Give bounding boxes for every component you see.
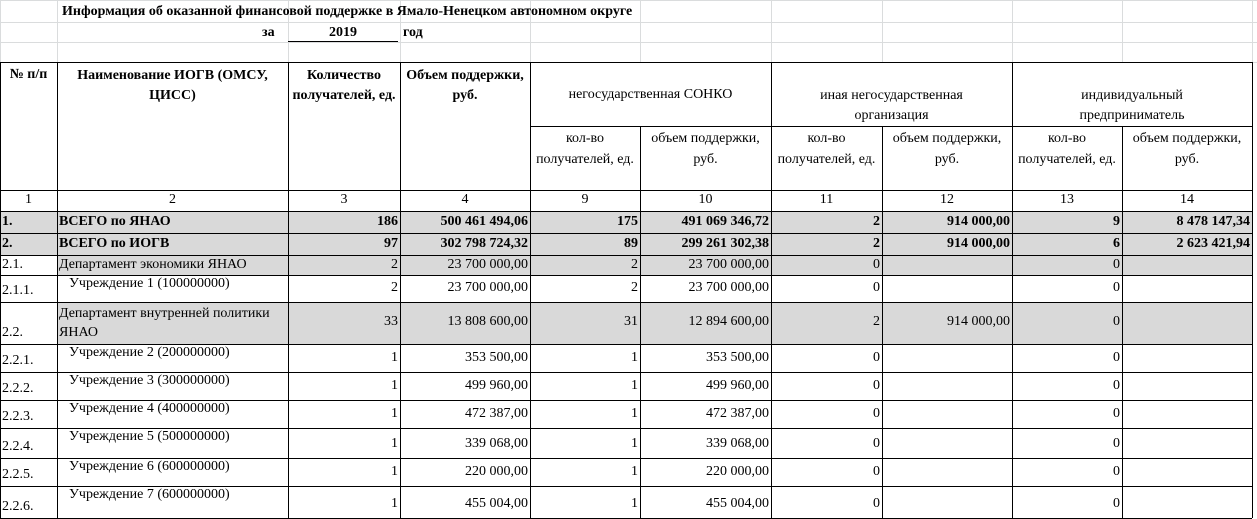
gridline — [57, 0, 58, 62]
cell-i_vol — [1122, 428, 1252, 458]
border — [0, 458, 1, 486]
cell-s_vol: 339 068,00 — [706, 436, 769, 451]
cell-o_vol: 914 000,00 — [947, 314, 1010, 329]
cell-s_cnt: 1 — [631, 496, 638, 511]
cell-s_vol: 472 387,00 — [706, 406, 769, 421]
cell-i_cnt: 0 — [1113, 350, 1120, 365]
cell-s_cnt: 31 — [624, 314, 638, 329]
cell-name: Учреждение 2 (200000000) — [69, 345, 230, 360]
cell-o_cnt: 0 — [873, 257, 880, 272]
cell-s_vol: 23 700 000,00 — [688, 280, 769, 295]
cell-name: Учреждение 1 (100000000) — [69, 276, 230, 291]
cell-i_cnt: 9 — [1113, 214, 1120, 229]
border — [57, 275, 58, 302]
cell-i_cnt: 0 — [1113, 314, 1120, 329]
border — [400, 344, 401, 372]
cell-o_vol — [882, 255, 1012, 275]
gridline — [0, 42, 1257, 43]
border — [1122, 190, 1123, 211]
cell-name: Учреждение 6 (600000000) — [69, 459, 230, 474]
border — [400, 190, 401, 211]
border — [640, 126, 641, 190]
cell-num: 2.2.4. — [2, 439, 34, 454]
cell-i_vol: 8 478 147,34 — [1176, 214, 1250, 229]
border — [640, 275, 641, 302]
border — [1122, 372, 1123, 400]
border — [400, 255, 401, 275]
cell-num: 2.2.5. — [2, 467, 34, 482]
cell-i_cnt: 0 — [1113, 464, 1120, 479]
cell-o_vol — [882, 344, 1012, 372]
border — [0, 190, 1252, 191]
border — [1012, 302, 1013, 344]
cell-count: 33 — [384, 314, 398, 329]
border — [0, 211, 1, 233]
border — [640, 255, 641, 275]
border — [400, 275, 401, 302]
border — [530, 190, 531, 211]
border — [0, 428, 1, 458]
border — [400, 233, 401, 255]
border — [530, 211, 531, 233]
cell-num: 2.2.6. — [2, 499, 34, 514]
cell-i_cnt: 0 — [1113, 280, 1120, 295]
border — [1252, 302, 1253, 344]
cell-name: Учреждение 7 (600000000) — [69, 487, 230, 502]
border — [400, 372, 401, 400]
cell-i_cnt: 6 — [1113, 236, 1120, 251]
cell-name: ВСЕГО по ИОГВ — [59, 236, 170, 251]
border — [882, 275, 883, 302]
cell-o_vol — [882, 275, 1012, 302]
cell-i_cnt: 0 — [1113, 496, 1120, 511]
border — [640, 400, 641, 428]
cell-s_vol: 299 261 302,38 — [681, 236, 769, 251]
border — [1122, 428, 1123, 458]
header-sub-volume: объем поддержки, руб. — [651, 131, 760, 167]
cell-i_cnt: 0 — [1113, 406, 1120, 421]
border — [57, 302, 58, 344]
border — [771, 428, 772, 458]
border — [400, 428, 401, 458]
cell-s_vol: 455 004,00 — [706, 496, 769, 511]
period-prefix: за — [262, 25, 275, 40]
gridline — [0, 0, 1, 62]
border — [0, 302, 1, 344]
border — [530, 302, 531, 344]
cell-num: 2.2. — [2, 325, 23, 340]
cell-volume: 500 461 494,06 — [440, 214, 528, 229]
border — [640, 372, 641, 400]
border — [530, 255, 531, 275]
column-number: 11 — [819, 192, 834, 207]
border — [882, 344, 883, 372]
border — [1122, 233, 1123, 255]
border — [288, 372, 289, 400]
border — [1122, 255, 1123, 275]
cell-o_cnt: 0 — [873, 496, 880, 511]
cell-o_cnt: 0 — [873, 406, 880, 421]
cell-s_cnt: 89 — [624, 236, 638, 251]
border — [400, 400, 401, 428]
border — [57, 233, 58, 255]
border — [640, 211, 641, 233]
border — [0, 275, 1, 302]
cell-s_vol: 220 000,00 — [706, 464, 769, 479]
border — [882, 126, 883, 190]
column-number: 2 — [169, 192, 176, 207]
cell-o_vol: 914 000,00 — [947, 236, 1010, 251]
cell-o_vol — [882, 458, 1012, 486]
header-group-sonko: негосударственная СОНКО — [568, 87, 733, 102]
border — [400, 302, 401, 344]
cell-count: 2 — [391, 257, 398, 272]
border — [57, 428, 58, 458]
border — [1012, 255, 1013, 275]
border — [288, 428, 289, 458]
border — [57, 486, 58, 518]
border — [1122, 126, 1123, 190]
cell-o_vol: 914 000,00 — [947, 214, 1010, 229]
header-col-name: Наименование ИОГВ (ОМСУ, ЦИСС) — [77, 68, 268, 103]
column-number: 9 — [581, 192, 589, 207]
cell-volume: 353 500,00 — [465, 350, 528, 365]
border — [57, 211, 58, 233]
border — [882, 190, 883, 211]
cell-num: 2.1. — [2, 257, 23, 272]
header-col-count: Количество получателей, ед. — [292, 68, 396, 103]
border — [0, 400, 1, 428]
border — [771, 372, 772, 400]
border — [400, 486, 401, 518]
border — [1012, 344, 1013, 372]
cell-o_cnt: 2 — [873, 214, 880, 229]
cell-volume: 13 808 600,00 — [447, 314, 528, 329]
border — [530, 458, 531, 486]
cell-i_vol — [1122, 275, 1252, 302]
cell-s_cnt: 2 — [631, 280, 638, 295]
border — [640, 190, 641, 211]
column-number: 13 — [1060, 192, 1074, 207]
border — [1122, 275, 1123, 302]
border — [882, 458, 883, 486]
border — [57, 458, 58, 486]
border — [771, 344, 772, 372]
cell-i_vol — [1122, 255, 1252, 275]
cell-o_cnt: 0 — [873, 436, 880, 451]
cell-i_vol — [1122, 344, 1252, 372]
cell-count: 2 — [391, 280, 398, 295]
border — [882, 486, 883, 518]
cell-volume: 220 000,00 — [465, 464, 528, 479]
border — [1252, 344, 1253, 372]
border — [0, 344, 1, 372]
cell-i_vol: 2 623 421,94 — [1176, 236, 1250, 251]
border — [530, 233, 531, 255]
report-year: 2019 — [329, 25, 357, 40]
border — [1012, 211, 1013, 233]
border — [1012, 400, 1013, 428]
gridline — [1012, 0, 1013, 62]
cell-s_vol: 12 894 600,00 — [688, 314, 769, 329]
cell-name: Учреждение 3 (300000000) — [69, 373, 230, 388]
border — [288, 62, 289, 190]
border — [771, 302, 772, 344]
border — [882, 233, 883, 255]
border — [1252, 211, 1253, 233]
border — [0, 255, 1, 275]
cell-s_vol: 491 069 346,72 — [681, 214, 769, 229]
cell-i_vol — [1122, 400, 1252, 428]
cell-i_vol — [1122, 486, 1252, 518]
border — [288, 255, 289, 275]
border — [771, 190, 772, 211]
border — [1252, 458, 1253, 486]
cell-o_cnt: 0 — [873, 280, 880, 295]
column-number: 10 — [698, 192, 713, 207]
border — [1012, 190, 1013, 211]
border — [640, 458, 641, 486]
header-sub-volume: объем поддержки, руб. — [892, 131, 1002, 167]
cell-s_vol: 23 700 000,00 — [688, 257, 769, 272]
cell-i_vol — [1122, 458, 1252, 486]
cell-o_vol — [882, 428, 1012, 458]
border — [1122, 211, 1123, 233]
border — [640, 233, 641, 255]
cell-name: Департамент внутренней политики ЯНАО — [59, 306, 270, 340]
border — [771, 275, 772, 302]
header-sub-volume: объем поддержки, руб. — [1132, 131, 1242, 167]
border — [1122, 400, 1123, 428]
border — [288, 233, 289, 255]
border — [57, 62, 58, 190]
border — [288, 302, 289, 344]
border — [1252, 190, 1253, 211]
cell-count: 186 — [377, 214, 398, 229]
header-col-num: № п/п — [9, 67, 48, 82]
cell-count: 1 — [391, 350, 398, 365]
gridline — [0, 0, 1257, 1]
border — [288, 458, 289, 486]
border — [1012, 428, 1013, 458]
border — [530, 275, 531, 302]
cell-i_vol — [1122, 302, 1252, 344]
header-sub-count: кол-во получателей, ед. — [536, 131, 634, 167]
cell-o_vol — [882, 486, 1012, 518]
cell-o_cnt: 2 — [873, 236, 880, 251]
border — [1252, 255, 1253, 275]
cell-s_vol: 499 960,00 — [706, 378, 769, 393]
border — [57, 372, 58, 400]
cell-name: ВСЕГО по ЯНАО — [59, 214, 171, 229]
border — [0, 233, 1, 255]
border — [530, 344, 531, 372]
header-col-volume: Объем поддержки, руб. — [406, 68, 524, 103]
header-sub-count: кол-во получателей, ед. — [1018, 131, 1116, 167]
border — [640, 428, 641, 458]
border — [771, 62, 772, 190]
border — [0, 62, 1, 190]
cell-s_cnt: 2 — [631, 257, 638, 272]
border — [57, 344, 58, 372]
cell-volume: 455 004,00 — [465, 496, 528, 511]
header-group-ip: индивидуальный предприниматель — [1079, 88, 1185, 123]
cell-s_cnt: 1 — [631, 464, 638, 479]
border — [1012, 62, 1013, 190]
cell-name: Учреждение 5 (500000000) — [69, 429, 230, 444]
gridline — [1122, 0, 1123, 62]
cell-s_cnt: 175 — [617, 214, 638, 229]
cell-volume: 23 700 000,00 — [447, 257, 528, 272]
border — [1252, 400, 1253, 428]
border — [1252, 275, 1253, 302]
border — [1252, 486, 1253, 518]
cell-o_vol — [882, 400, 1012, 428]
header-sub-count: кол-во получателей, ед. — [777, 131, 876, 167]
border — [882, 428, 883, 458]
border — [400, 62, 401, 190]
border — [882, 255, 883, 275]
border — [882, 211, 883, 233]
border — [288, 486, 289, 518]
border — [1012, 486, 1013, 518]
border — [57, 400, 58, 428]
border — [640, 302, 641, 344]
column-number: 1 — [25, 192, 32, 207]
border — [771, 458, 772, 486]
year-underline — [288, 41, 398, 42]
cell-o_vol — [882, 372, 1012, 400]
cell-count: 1 — [391, 436, 398, 451]
report-title: Информация об оказанной финансовой поддержке в Ямало-Ненецком автономном округе — [62, 4, 633, 19]
cell-o_cnt: 0 — [873, 350, 880, 365]
border — [771, 233, 772, 255]
border — [1252, 233, 1253, 255]
border — [882, 400, 883, 428]
cell-num: 2.2.3. — [2, 409, 34, 424]
border — [771, 400, 772, 428]
cell-s_vol: 353 500,00 — [706, 350, 769, 365]
border — [771, 486, 772, 518]
cell-volume: 23 700 000,00 — [447, 280, 528, 295]
border — [530, 372, 531, 400]
border — [0, 372, 1, 400]
border — [882, 372, 883, 400]
cell-i_cnt: 0 — [1113, 378, 1120, 393]
border — [771, 255, 772, 275]
border — [288, 344, 289, 372]
border — [1252, 62, 1253, 190]
cell-name: Департамент экономики ЯНАО — [59, 257, 247, 272]
cell-volume: 302 798 724,32 — [440, 236, 528, 251]
cell-i_cnt: 0 — [1113, 436, 1120, 451]
border — [1012, 233, 1013, 255]
column-number: 4 — [461, 192, 469, 207]
border — [288, 400, 289, 428]
cell-count: 1 — [391, 406, 398, 421]
cell-count: 1 — [391, 496, 398, 511]
cell-count: 97 — [384, 236, 398, 251]
border — [882, 302, 883, 344]
column-number: 12 — [940, 192, 954, 207]
cell-s_cnt: 1 — [631, 378, 638, 393]
cell-count: 1 — [391, 464, 398, 479]
period-suffix: год — [403, 25, 423, 40]
border — [400, 458, 401, 486]
border — [57, 255, 58, 275]
cell-num: 2.2.2. — [2, 381, 34, 396]
border — [530, 400, 531, 428]
border — [530, 62, 531, 190]
header-group-other: иная негосударственная организация — [820, 88, 963, 123]
cell-name: Учреждение 4 (400000000) — [69, 401, 230, 416]
border — [288, 275, 289, 302]
border — [1252, 428, 1253, 458]
border — [640, 486, 641, 518]
border — [530, 486, 531, 518]
border — [771, 211, 772, 233]
cell-s_cnt: 1 — [631, 436, 638, 451]
cell-volume: 472 387,00 — [465, 406, 528, 421]
border — [0, 486, 1, 518]
border — [1122, 486, 1123, 518]
cell-o_cnt: 0 — [873, 378, 880, 393]
cell-i_cnt: 0 — [1113, 257, 1120, 272]
border — [57, 190, 58, 211]
cell-num: 1. — [2, 214, 13, 229]
cell-i_vol — [1122, 372, 1252, 400]
cell-volume: 339 068,00 — [465, 436, 528, 451]
cell-volume: 499 960,00 — [465, 378, 528, 393]
cell-num: 2.2.1. — [2, 353, 34, 368]
border — [1252, 372, 1253, 400]
column-number: 3 — [340, 192, 348, 207]
border — [1012, 372, 1013, 400]
cell-count: 1 — [391, 378, 398, 393]
border — [530, 126, 1252, 127]
border — [530, 428, 531, 458]
border — [0, 62, 1252, 63]
border — [400, 211, 401, 233]
border — [0, 190, 1, 211]
cell-o_cnt: 0 — [873, 464, 880, 479]
column-number: 14 — [1180, 192, 1194, 207]
border — [288, 190, 289, 211]
border — [1122, 344, 1123, 372]
border — [1012, 275, 1013, 302]
gridline — [1252, 0, 1253, 62]
border — [1122, 302, 1123, 344]
border — [288, 211, 289, 233]
border — [1122, 458, 1123, 486]
cell-o_cnt: 2 — [873, 314, 880, 329]
border — [1012, 458, 1013, 486]
cell-s_cnt: 1 — [631, 350, 638, 365]
border — [640, 344, 641, 372]
cell-num: 2.1.1. — [2, 283, 34, 298]
cell-s_cnt: 1 — [631, 406, 638, 421]
cell-num: 2. — [2, 236, 13, 251]
